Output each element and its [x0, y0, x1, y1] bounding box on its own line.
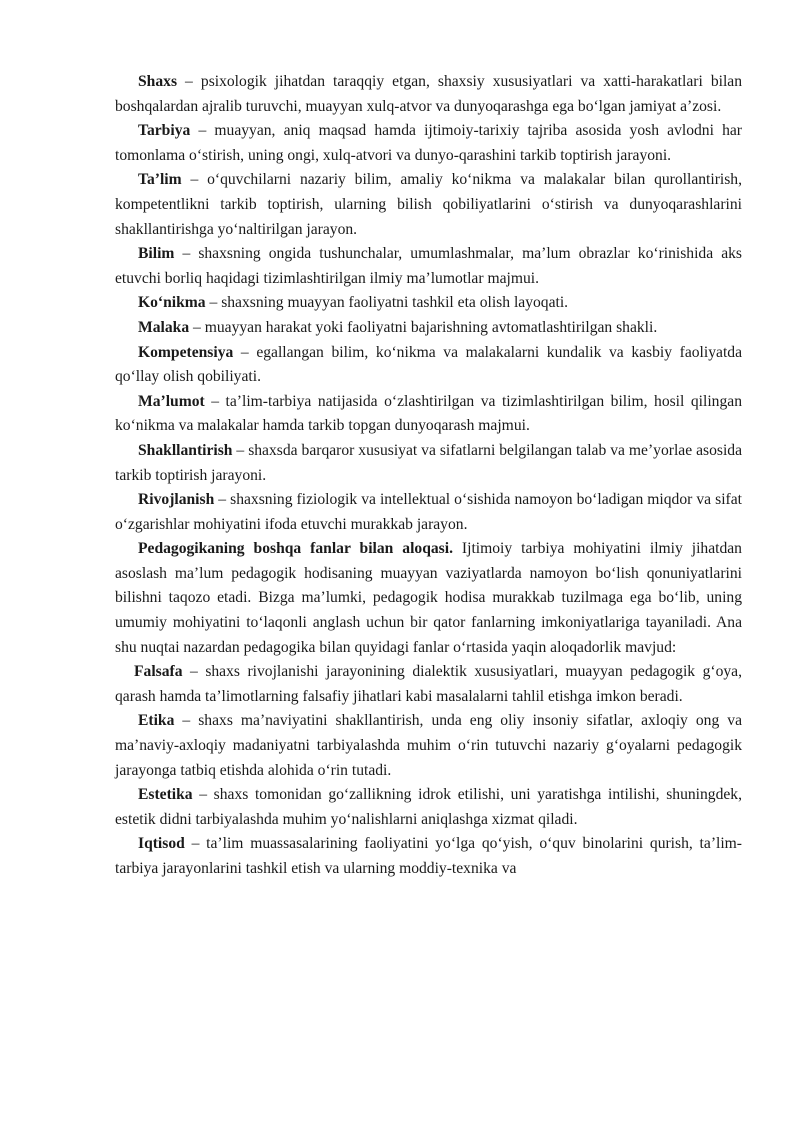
term-malumot: Ma’lumot [138, 392, 205, 410]
definition-malaka: – muayyan harakat yoki faoliyatni bajarishning avtomatlashtirilgan shakli. [189, 318, 658, 336]
definition-estetika: – shaxs tomonidan go‘zallikning idrok etilishi, uni yaratishga intilishi, shuningdek, estetik didni tarbiyalashda muhim yo‘nalishlarni aniqlashga xizmat qiladi. [115, 786, 742, 828]
term-etika: Etika [138, 712, 175, 730]
term-bilim: Bilim [138, 245, 175, 263]
definition-tarbiya: – muayyan, aniq maqsad hamda ijtimoiy-tarixiy tajriba asosida yosh avlodni har tomonlama o‘stirish, uning ongi, xulq-atvori va dunyo-qarashini tarkib toptirish jarayoni. [115, 122, 742, 164]
term-talim: Ta’lim [138, 171, 182, 189]
definition-shaxs: – psixologik jihatdan taraqqiy etgan, shaxsiy xususiyatlari va xatti-harakatlari bilan boshqalardan ajralib turuvchi, muayyan xulq-atvor va dunyoqarashga ega bo‘lgan jamiyat a’zosi. [115, 73, 742, 115]
term-tarbiya: Tarbiya [138, 122, 191, 140]
term-shaxs: Shaxs [138, 73, 178, 90]
term-estetika: Estetika [138, 786, 193, 804]
paragraph-talim [115, 168, 742, 242]
term-kompetensiya: Kompetensiya [138, 343, 234, 361]
term-konikma: Ko‘nikma [138, 294, 206, 312]
paragraph-shakllantirish [115, 439, 742, 488]
section-body-pedagogika-aloqasi: Ijtimoiy tarbiya mohiyatini ilmiy jihatdan asoslash ma’lum pedagogik hodisaning muayyan vaziyatlarda namoyon bo‘lish qonuniyatlarini bilishni taqozo etadi. Bizga ma’lumki, pedagogik hodisa murakkab tuzilmaga ega bo‘lib, uning umumiy mohiyatini to‘laqonli anglash uchun bir qator fanlarning imkoniyatlariga tayaniladi. Ana shu nuqtai nazardan pedagogika bilan quyidagi fanlar o‘rtasida yaqin aloqadorlik mavjud: [115, 540, 742, 656]
paragraph-malumot [115, 390, 742, 439]
term-shakllantirish: Shakllantirish [138, 441, 233, 459]
paragraph-iqtisod [115, 832, 742, 881]
paragraph-konikma [115, 291, 742, 316]
definition-malumot: – ta’lim-tarbiya natijasida o‘zlashtirilgan va tizimlashtirilgan bilim, hosil qilingan ko‘nikma va malakalar hamda tarkib topgan dunyoqarash majmui. [115, 392, 742, 435]
definition-konikma: – shaxsning muayyan faoliyatni tashkil eta olish layoqati. [205, 294, 569, 312]
definition-shakllantirish: – shaxsda barqaror xususiyat va sifatlarni belgilangan talab va me’yorlae asosida tarkib toptirish jarayoni. [115, 441, 742, 484]
paragraph-rivojlanish [115, 488, 742, 537]
definition-iqtisod: – ta’lim muassasalarining faoliyatini yo‘lga qo‘yish, o‘quv binolarini qurish, ta’lim-tarbiya jarayonlarini tashkil etish va ularning moddiy-texnika va [115, 835, 742, 877]
document-page [115, 70, 742, 882]
term-rivojlanish: Rivojlanish [138, 491, 215, 509]
definition-falsafa: – shaxs rivojlanishi jarayonining dialektik xususiyatlari, muayyan pedagogik g‘oya, qarash hamda ta’limotlarning falsafiy jihatlari kabi masalalarni tahlil etishga imkon beradi. [115, 663, 742, 705]
term-iqtisod: Iqtisod [138, 835, 185, 853]
paragraph-etika [115, 709, 742, 783]
term-falsafa: Falsafa [134, 663, 183, 681]
section-heading-pedagogika-aloqasi: Pedagogikaning boshqa fanlar bilan aloqasi. [138, 540, 453, 558]
paragraph-shaxs [115, 70, 742, 119]
paragraph-pedagogika-aloqasi [115, 537, 742, 660]
definition-rivojlanish: – shaxsning fiziologik va intellektual o‘sishida namoyon bo‘ladigan miqdor va sifat o‘zgarishlar mohiyatini ifoda etuvchi murakkab jarayon. [115, 491, 742, 533]
definition-talim: – o‘quvchilarni nazariy bilim, amaliy ko‘nikma va malakalar bilan qurollantirish, kompetentlikni tarkib toptirish, ularning bilish qobiliyatlarini o‘stirish va dunyoqarashlarini shakllantirishga yo‘naltirilgan jarayon. [115, 171, 742, 238]
definition-bilim: – shaxsning ongida tushunchalar, umumlashmalar, ma’lum obrazlar ko‘rinishida aks etuvchi borliq haqidagi tizimlashtirilgan ilmiy ma’lumotlar majmui. [115, 245, 742, 287]
term-malaka: Malaka [138, 318, 190, 336]
paragraph-tarbiya [115, 119, 742, 168]
paragraph-bilim [115, 242, 742, 291]
paragraph-kompetensiya [115, 341, 742, 390]
definition-kompetensiya: – egallangan bilim, ko‘nikma va malakalarni kundalik va kasbiy faoliyatda qo‘llay olish qobiliyati. [115, 343, 742, 386]
paragraph-estetika [115, 783, 742, 832]
paragraph-malaka [115, 316, 742, 341]
paragraph-falsafa [115, 660, 742, 709]
definition-etika: – shaxs ma’naviyatini shakllantirish, unda eng oliy insoniy sifatlar, axloqiy ong va ma’naviy-axloqiy madaniyatni tarbiyalashda muhim o‘rin tutuvchi nazariy g‘oyalarni pedagogik jarayonga tatbiq etishda alohida o‘rin tutadi. [115, 712, 742, 779]
